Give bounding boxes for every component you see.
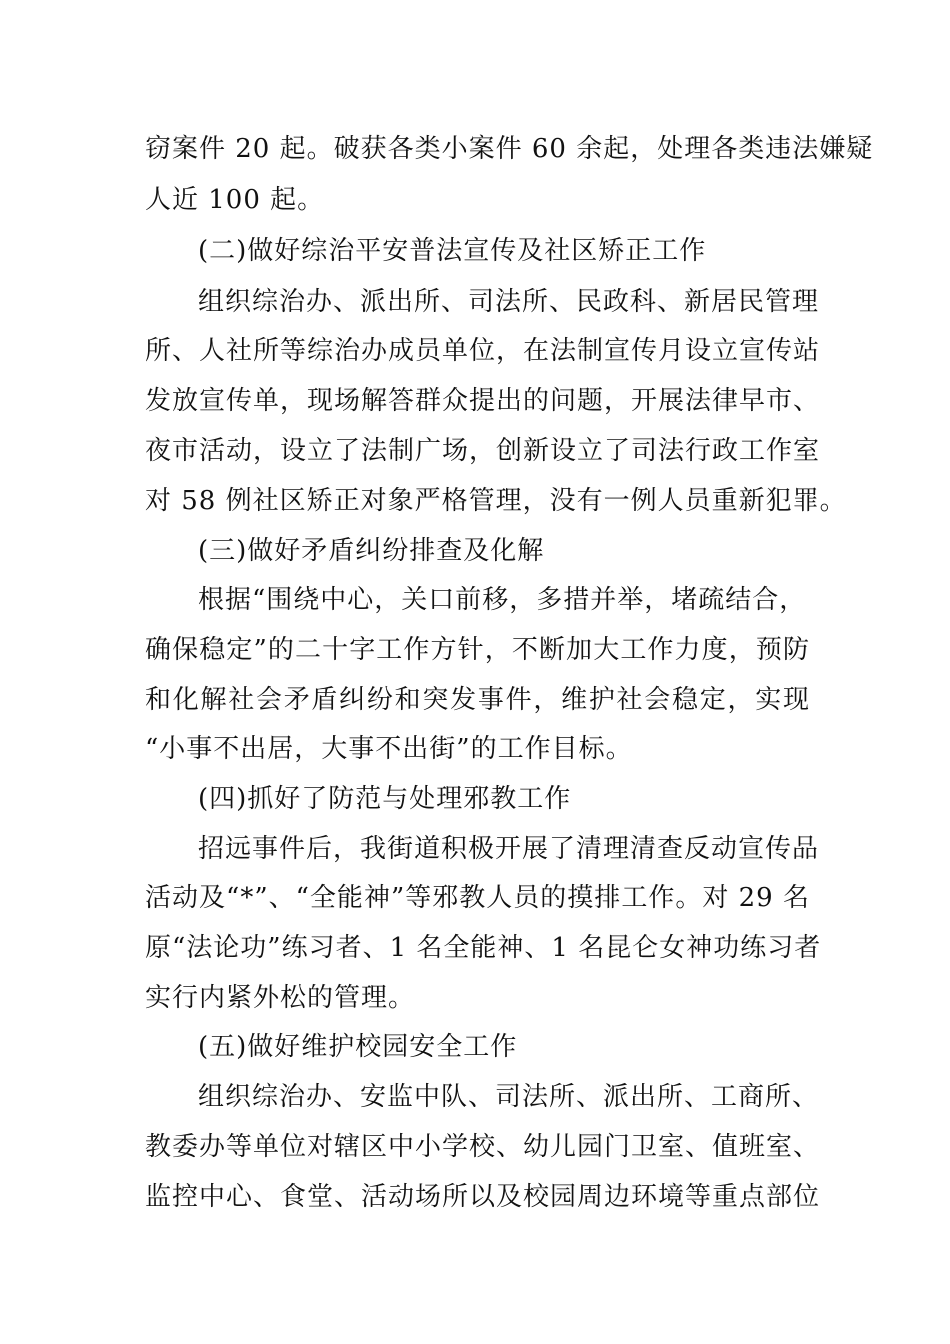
section-heading: (五)做好维护校园安全工作: [198, 1032, 518, 1062]
body-text-line: 窃案件 20 起。破获各类小案件 60 余起，处理各类违法嫌疑: [145, 134, 874, 164]
section-heading: (四)抓好了防范与处理邪教工作: [198, 784, 572, 814]
body-text-line: 夜市活动，设立了法制广场，创新设立了司法行政工作室: [145, 436, 821, 466]
section-heading: (三)做好矛盾纠纷排查及化解: [198, 536, 545, 566]
body-text-line: 活动及“*”、“全能神”等邪教人员的摸排工作。对 29 名: [145, 883, 810, 913]
body-text-line: 教委办等单位对辖区中小学校、幼儿园门卫室、值班室、: [145, 1132, 821, 1162]
body-text-line: 对 58 例社区矫正对象严格管理，没有一例人员重新犯罪。: [145, 486, 847, 516]
body-text-line: 所、人社所等综治办成员单位，在法制宣传月设立宣传站: [145, 336, 821, 366]
body-text-line: 实行内紧外松的管理。: [145, 983, 416, 1013]
body-text-line: “小事不出居，大事不出街”的工作目标。: [145, 734, 633, 764]
body-text-line: 确保稳定”的二十字工作方针，不断加大工作力度，预防: [145, 635, 810, 665]
body-text-line: 组织综治办、派出所、司法所、民政科、新居民管理: [198, 287, 820, 317]
body-text-line: 招远事件后，我街道积极开展了清理清查反动宣传品: [198, 834, 820, 864]
section-heading: (二)做好综治平安普法宣传及社区矫正工作: [198, 236, 707, 266]
body-text-line: 人近 100 起。: [145, 185, 325, 215]
body-text-line: 组织综治办、安监中队、司法所、派出所、工商所、: [198, 1082, 820, 1112]
body-text-line: 根据“围绕中心，关口前移，多措并举，堵疏结合，: [198, 585, 807, 615]
body-text-line: 和化解社会矛盾纠纷和突发事件，维护社会稳定，实现: [145, 685, 810, 715]
body-text-line: 原“法论功”练习者、1 名全能神、1 名昆仑女神功练习者: [145, 933, 822, 963]
body-text-line: 发放宣传单，现场解答群众提出的问题，开展法律早市、: [145, 386, 821, 416]
body-text-line: 监控中心、食堂、活动场所以及校园周边环境等重点部位: [145, 1182, 821, 1212]
